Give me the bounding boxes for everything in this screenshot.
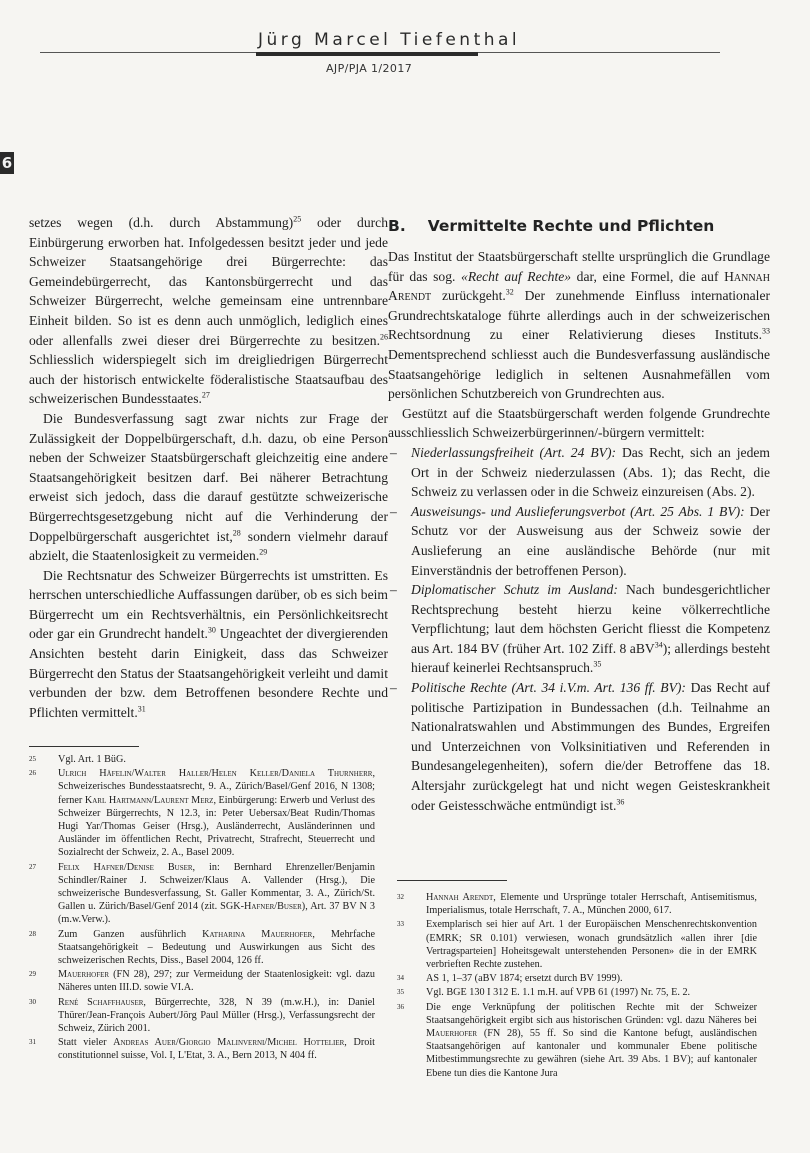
text-run: Nach bundesgerichtlicher Rechtsprechung besteht hierzu keine völkerrechtliche Verpflichtung; laut dem höchsten Gericht fliesst die Kompetenz aus Art. 184 BV (früher Art. 102 Ziff. 8 aBV — [411, 582, 770, 656]
author-name: Hafner/Buser — [243, 901, 302, 913]
footnote-text: , Schweizerisches Bundesstaatsrecht, 9. A., Zürich/Basel/Genf 2016, N 1308; ferner — [58, 768, 375, 806]
footnote-number: 27 — [29, 862, 36, 871]
text-run: Der Schutz vor der Ausweisung aus der Schweiz sowie der Auslieferung an eine ausländische Behörde (nur mit Einverständnis der betroffenen Person). — [411, 503, 770, 578]
footnote — [397, 1001, 757, 1080]
author-name: Mauerhofer — [58, 969, 110, 981]
section-letter: B. — [388, 217, 406, 235]
text-run: Schliesslich widerspiegelt sich im dreigliedrigen Bürgerrecht auch der historisch entwickelte föderalistische Staatsaufbau des schweizerischen Bundesstaates. — [29, 352, 388, 407]
footnote-ref[interactable]: 26 — [380, 332, 388, 342]
footnote-text: Statt vieler — [58, 1037, 114, 1049]
footnote-text: Vgl. BGE 130 I 312 E. 1.1 m.H. auf VPB 61 (1997) Nr. 75, E. 2. — [426, 987, 691, 999]
footnote-ref[interactable]: 30 — [207, 625, 216, 635]
footnote-text: AS 1, 1–37 (aBV 1874; ersetzt durch BV 1999). — [426, 973, 623, 985]
author-name: Ulrich Häfelin/Walter Haller/Helen Keller/Daniela Thurnherr — [58, 768, 373, 780]
text-run: zurückgeht. — [431, 288, 506, 304]
dash-bullet: – — [390, 582, 397, 598]
text-run: Die Bundesverfassung sagt zwar nichts zur Frage der Zulässigkeit der Doppelbürgerschaft, d.h. dazu, ob eine Person neben der Schweizer Staatsbürgerschaft gleichzeitig eine andere Staatsangehörigkeit besitzen darf. Bei näherer Betrachtung erweist sich jedoch, dass die darauf gestützte schweizerische Bürgerrechtsgesetzgebung nicht auf die Verhinderung der Doppelbürgerschaft ausgerichtet ist, — [29, 410, 388, 544]
footnote-ref[interactable]: 34 — [654, 640, 663, 650]
footnote-number: 26 — [29, 769, 36, 778]
text-run: Der zunehmende Einfluss internationaler Grundrechtskataloge führte allerdings auch in der schweizerischen Rechtsordnung zu einer Relativierung dieses Instituts. — [388, 288, 770, 343]
footnote-number: 31 — [29, 1038, 36, 1047]
emphasis: «Recht auf Rechte» — [461, 268, 572, 284]
footnote-text: , Bürgerrechte, 328, N 39 (m.w.H.), in: Daniel Thürer/Jean-François Aubert/Jörg Paul Müller (Hrsg.), Verfassungsrecht der Schweiz, Zürich 2001. — [58, 996, 376, 1035]
footnote-text: (FN 28), 55 ff. So sind die Kantone befugt, ausländischen Staatsangehörigen auf kantonaler und kommunaler Ebene politische Mitbestimmungsrechte zu gewähren (siehe Art. 39 Abs. 1 BV); auf kantonaler Ebene tun dies die Kantone Jura — [426, 1028, 757, 1079]
dash-bullet: – — [390, 680, 397, 696]
footnote-ref[interactable]: 36 — [616, 797, 625, 807]
rights-list — [388, 443, 770, 815]
footnote-number: 28 — [29, 929, 36, 938]
list-item — [388, 443, 770, 502]
footnote-text: (FN 28), 297; zur Vermeidung der Staatenlosigkeit: vgl. dazu Näheres unten III.D. sowie VI.A. — [58, 969, 375, 994]
footnote-text: , Mehrfache Staatsangehörigkeit – Bedeutung und Auswirkungen aus Sicht des schweizerischen Rechts, Diss., Basel 2004, 126 ff. — [58, 928, 375, 967]
footnote — [29, 996, 375, 1036]
emphasis: Niederlassungsfreiheit (Art. 24 BV): — [411, 444, 617, 460]
text-run: Die Rechtsnatur des Schweizer Bürgerrechts ist umstritten. Es herrschen unterschiedliche Auffassungen darüber, ob es sich beim Bürgerrecht um ein Rechtsverhältnis, ein Persönlichkeitsrecht oder gar ein Grundrecht handelt. — [29, 567, 388, 642]
paragraph — [29, 409, 388, 566]
running-header-author: Jürg Marcel Tiefenthal — [258, 30, 521, 50]
footnote-ref[interactable]: 33 — [762, 326, 770, 336]
footnote-text: Exemplarisch sei hier auf Art. 1 der Europäischen Menschenrechtskonvention (EMRK; SR 0.101) verwiesen, wonach grundsätzlich «allen ihrer [die Vertragsparteien] Hoheitsgewalt unterstehenden Personen» die in der EMRK verbrieften Rechte zustehen. — [426, 919, 757, 971]
footnote — [397, 986, 757, 999]
footnote — [397, 918, 757, 971]
footnote-ref[interactable]: 32 — [505, 287, 514, 297]
emphasis: Politische Rechte (Art. 34 i.V.m. Art. 136 ff. BV): — [411, 680, 686, 696]
text-run: dar, eine Formel, die auf — [571, 268, 725, 284]
author-name: Katharina Mauerhofer — [202, 928, 313, 940]
section-heading — [388, 213, 770, 239]
footnote-number: 35 — [397, 988, 404, 997]
footnote-text: Vgl. Art. 1 BüG. — [58, 754, 126, 765]
dash-bullet: – — [390, 444, 397, 460]
footnote-ref[interactable]: 29 — [259, 547, 268, 557]
footnote-text: , Einbürgerung: Erwerb und Verlust des Schweizer Bürgerrechts, N 12.3, in: Peter Uebersax/Beat Rudin/Thomas Hugi Yar/Thomas Geiser (Hrsg.), Ausländerrecht, Ausländerinnen und Ausländer im öffentlichen Recht, Privatrecht, Strafrecht, Steuerrecht und Sozialrecht der Schweiz, 2. A., Basel 2009. — [58, 794, 375, 859]
footnote-text: ), Art. 37 BV N 3 (m.w.Verw.). — [58, 901, 375, 926]
emphasis: Diplomatischer Schutz im Ausland: — [411, 582, 618, 598]
footnote-number: 30 — [29, 997, 36, 1006]
paragraph — [29, 566, 388, 723]
footnote-ref[interactable]: 25 — [293, 214, 302, 224]
paragraph — [388, 404, 770, 443]
list-item — [388, 502, 770, 580]
text-run: Gestützt auf die Staatsbürgerschaft werden folgende Grundrechte ausschliesslich Schweizerbürgerinnen/-bürgern vermittelt: — [388, 405, 770, 441]
author-name: Mauerhofer — [426, 1028, 478, 1040]
text-run: ); allerdings besteht hierauf keinerlei Rechtsanspruch. — [411, 640, 770, 676]
footnote-text: Die enge Verknüpfung der politischen Rechte mit der Schweizer Staatsangehörigkeit ergibt sich aus historischen Gründen: vgl. dazu Näheres bei — [426, 1001, 757, 1026]
text-run: Dementsprechend schliesst auch die Bundesverfassung ausländische Staatsangehörige lediglich in seltenen Ausnahmefällen vom persönlichen Schutzbereich von Grundrechten aus. — [388, 346, 770, 402]
footnote-number: 25 — [29, 755, 36, 763]
footnote — [29, 767, 375, 859]
footnote — [29, 968, 375, 994]
author-name: Hannah Arendt — [426, 892, 494, 903]
section-title: Vermittelte Rechte und Pflichten — [427, 217, 715, 235]
author-name: Andreas Auer/Giorgio Malinverni/Michel Hottelier — [113, 1037, 345, 1049]
running-header-journal: AJP/PJA 1/2017 — [326, 62, 413, 75]
footnote-ref[interactable]: 31 — [137, 704, 146, 714]
footnote-ref[interactable]: 28 — [232, 527, 241, 537]
footnote — [29, 861, 375, 927]
footnotes-left — [29, 753, 375, 1064]
list-item — [388, 678, 770, 815]
footnote-rule-left — [29, 746, 139, 747]
paragraph — [388, 247, 770, 404]
left-column — [29, 213, 388, 722]
footnote — [29, 753, 375, 766]
emphasis: Ausweisungs- und Auslieferungsverbot (Art. 25 Abs. 1 BV): — [411, 503, 745, 519]
paragraph — [29, 213, 388, 409]
footnote-text: , Droit constitutionnel suisse, Vol. I, L'Etat, 3. A., Bern 2013, N 404 ff. — [58, 1037, 375, 1062]
author-name: René Schaffhauser — [58, 996, 144, 1008]
dash-bullet: – — [390, 503, 397, 519]
right-column — [388, 213, 770, 815]
footnote — [397, 972, 757, 985]
footnote — [397, 891, 757, 917]
footnote-ref[interactable]: 35 — [593, 659, 602, 669]
list-item — [388, 580, 770, 678]
text-run: Das Recht, sich an jedem Ort in der Schweiz niederzulassen (Abs. 1); das Recht, die Schweiz zu verlassen oder in die Schweiz einzureisen (Abs. 2). — [411, 444, 770, 500]
footnote — [29, 928, 375, 968]
footnote-number: 32 — [397, 893, 404, 901]
footnote — [29, 1036, 375, 1062]
footnote-text: , Elemente und Ursprünge totaler Herrschaft, Antisemitismus, Imperialismus, totale Herrschaft, 7. A., München 2000, 617. — [426, 892, 757, 917]
footnote-ref[interactable]: 27 — [201, 390, 210, 400]
page-number-tab: 6 — [1, 154, 13, 172]
author-name: Karl Hartmann/Laurent Merz — [84, 794, 214, 806]
footnote-number: 36 — [397, 1002, 404, 1011]
footnote-rule-right — [397, 880, 507, 881]
header-rule-accent — [256, 52, 478, 56]
text-run: Ungeachtet der divergierenden Ansichten besteht darin Einigkeit, dass das Schweizer Bürgerrecht den Status der Staatsangehörigkeit verleiht und damit verbunden der bzw. dem Betroffenen besondere Rechte und Pflichten vermittelt. — [29, 626, 388, 720]
text-run: oder durch Einbürgerung erworben hat. Infolgedessen besitzt jeder und jede Schweizer Staatsangehörige drei Bürgerrechte: das Gemeindebürgerrecht, das Kantonsbürgerrecht und das Schweizer Bürgerrecht, welche gemeinsam eine untrennbare Einheit bilden. So ist es denn auch unmöglich, lediglich eines oder allenfalls zwei dieser drei Bürgerrechte zu besitzen. — [29, 215, 388, 348]
footnote-number: 33 — [397, 920, 404, 929]
footnotes-right — [397, 891, 757, 1081]
author-name: Felix Hafner/Denise Buser — [58, 861, 193, 873]
author-name: Hannah Arendt — [388, 268, 771, 304]
text-run: setzes wegen (d.h. durch Abstammung) — [29, 215, 294, 230]
text-run: Das Institut der Staatsbürgerschaft stellte ursprünglich die Grundlage für das sog. — [388, 249, 770, 284]
text-run: sondern vielmehr darauf abzielt, die Staatenlosigkeit zu vermeiden. — [29, 528, 389, 564]
footnote-text: , in: Bernhard Ehrenzeller/Benjamin Schindler/Rainer J. Schweizer/Klaus A. Vallender (Hrsg.), Die schweizerische Bundesverfassung, St. Galler Kommentar, 3. A., Zürich/St. Gallen u. Zürich/Basel/Genf 2014 (zit. SGK- — [58, 861, 375, 913]
footnote-number: 29 — [29, 970, 36, 979]
footnote-text: Zum Ganzen ausführlich — [58, 928, 203, 940]
footnote-number: 34 — [397, 974, 404, 983]
text-run: Das Recht auf politische Partizipation in Bundessachen (d.h. Teilnahme an Nationalratswahlen und Abstimmungen des Bundes, Ergreifen und Unterzeichnen von Volksinitiativen und Referenden in Bundesangelegenheiten), sofern die/der Betroffene das 18. Altersjahr zurückgelegt hat und nicht wegen Geisteskrankheit oder Geistesschwäche entmündigt ist. — [411, 680, 770, 813]
